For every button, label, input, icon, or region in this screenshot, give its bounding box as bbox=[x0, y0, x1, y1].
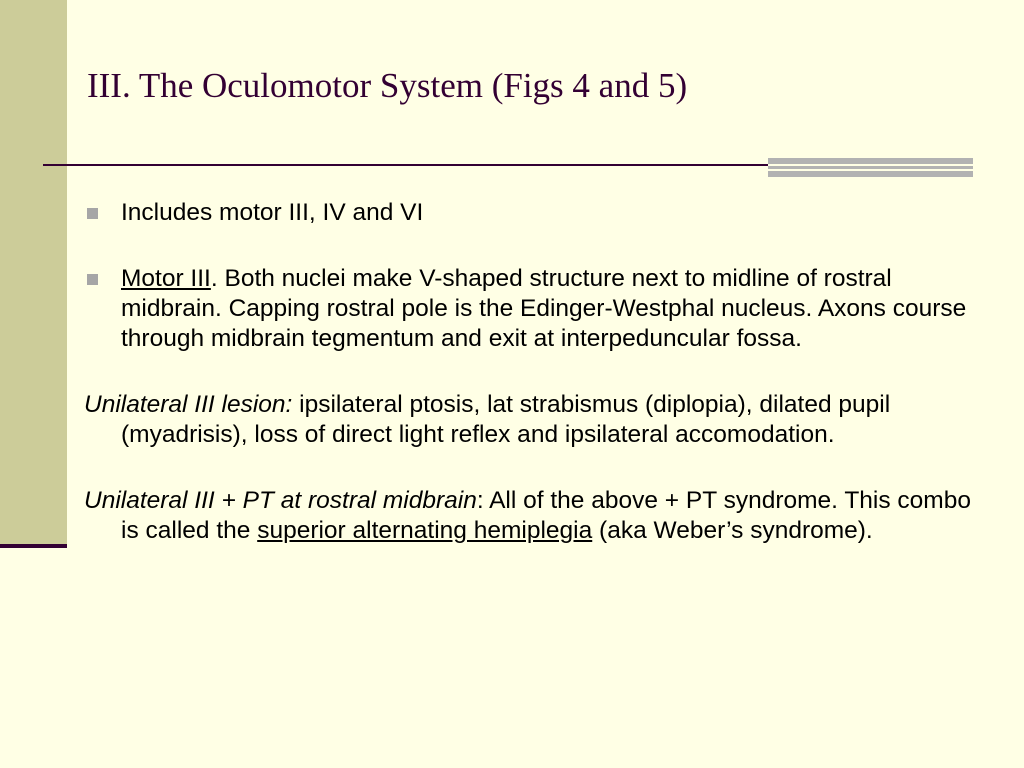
slide-title: III. The Oculomotor System (Figs 4 and 5) bbox=[87, 66, 688, 105]
lesion-label: Unilateral III lesion: bbox=[84, 391, 293, 418]
accent-stripe bbox=[768, 158, 973, 164]
left-decorative-band bbox=[0, 0, 67, 545]
square-bullet-icon bbox=[87, 274, 98, 285]
title-divider bbox=[43, 164, 768, 166]
weber-text-b: (aka Weber’s syndrome). bbox=[592, 517, 873, 544]
lesion-text: ipsilateral ptosis, lat strabismus (diplopia), dilated pupil (myadrisis), loss of direct light reflex and ipsilateral accomodation. bbox=[121, 391, 891, 448]
motor-iii-label: Motor III bbox=[121, 265, 211, 292]
square-bullet-icon bbox=[87, 208, 98, 219]
left-band-divider bbox=[0, 544, 67, 548]
bullet-item bbox=[84, 198, 994, 228]
bullet-text: Includes motor III, IV and VI bbox=[121, 199, 424, 226]
accent-stripe bbox=[768, 166, 973, 169]
weber-term: superior alternating hemiplegia bbox=[257, 517, 593, 544]
weber-text-a: : All of the above + PT syndrome. This combo is called the bbox=[121, 487, 971, 544]
motor-iii-text: . Both nuclei make V-shaped structure next to midline of rostral midbrain. Capping rostral pole is the Edinger-Westphal nucleus. Axons course through midbrain tegmentum and exit at interpeduncular fossa. bbox=[121, 265, 967, 352]
slide-body bbox=[84, 198, 994, 582]
accent-stripe bbox=[768, 171, 973, 177]
weber-paragraph bbox=[84, 486, 994, 546]
lesion-paragraph bbox=[84, 390, 994, 450]
weber-label: Unilateral III + PT at rostral midbrain bbox=[84, 487, 477, 514]
bullet-item bbox=[84, 264, 994, 354]
title-accent-stripes bbox=[768, 158, 973, 178]
